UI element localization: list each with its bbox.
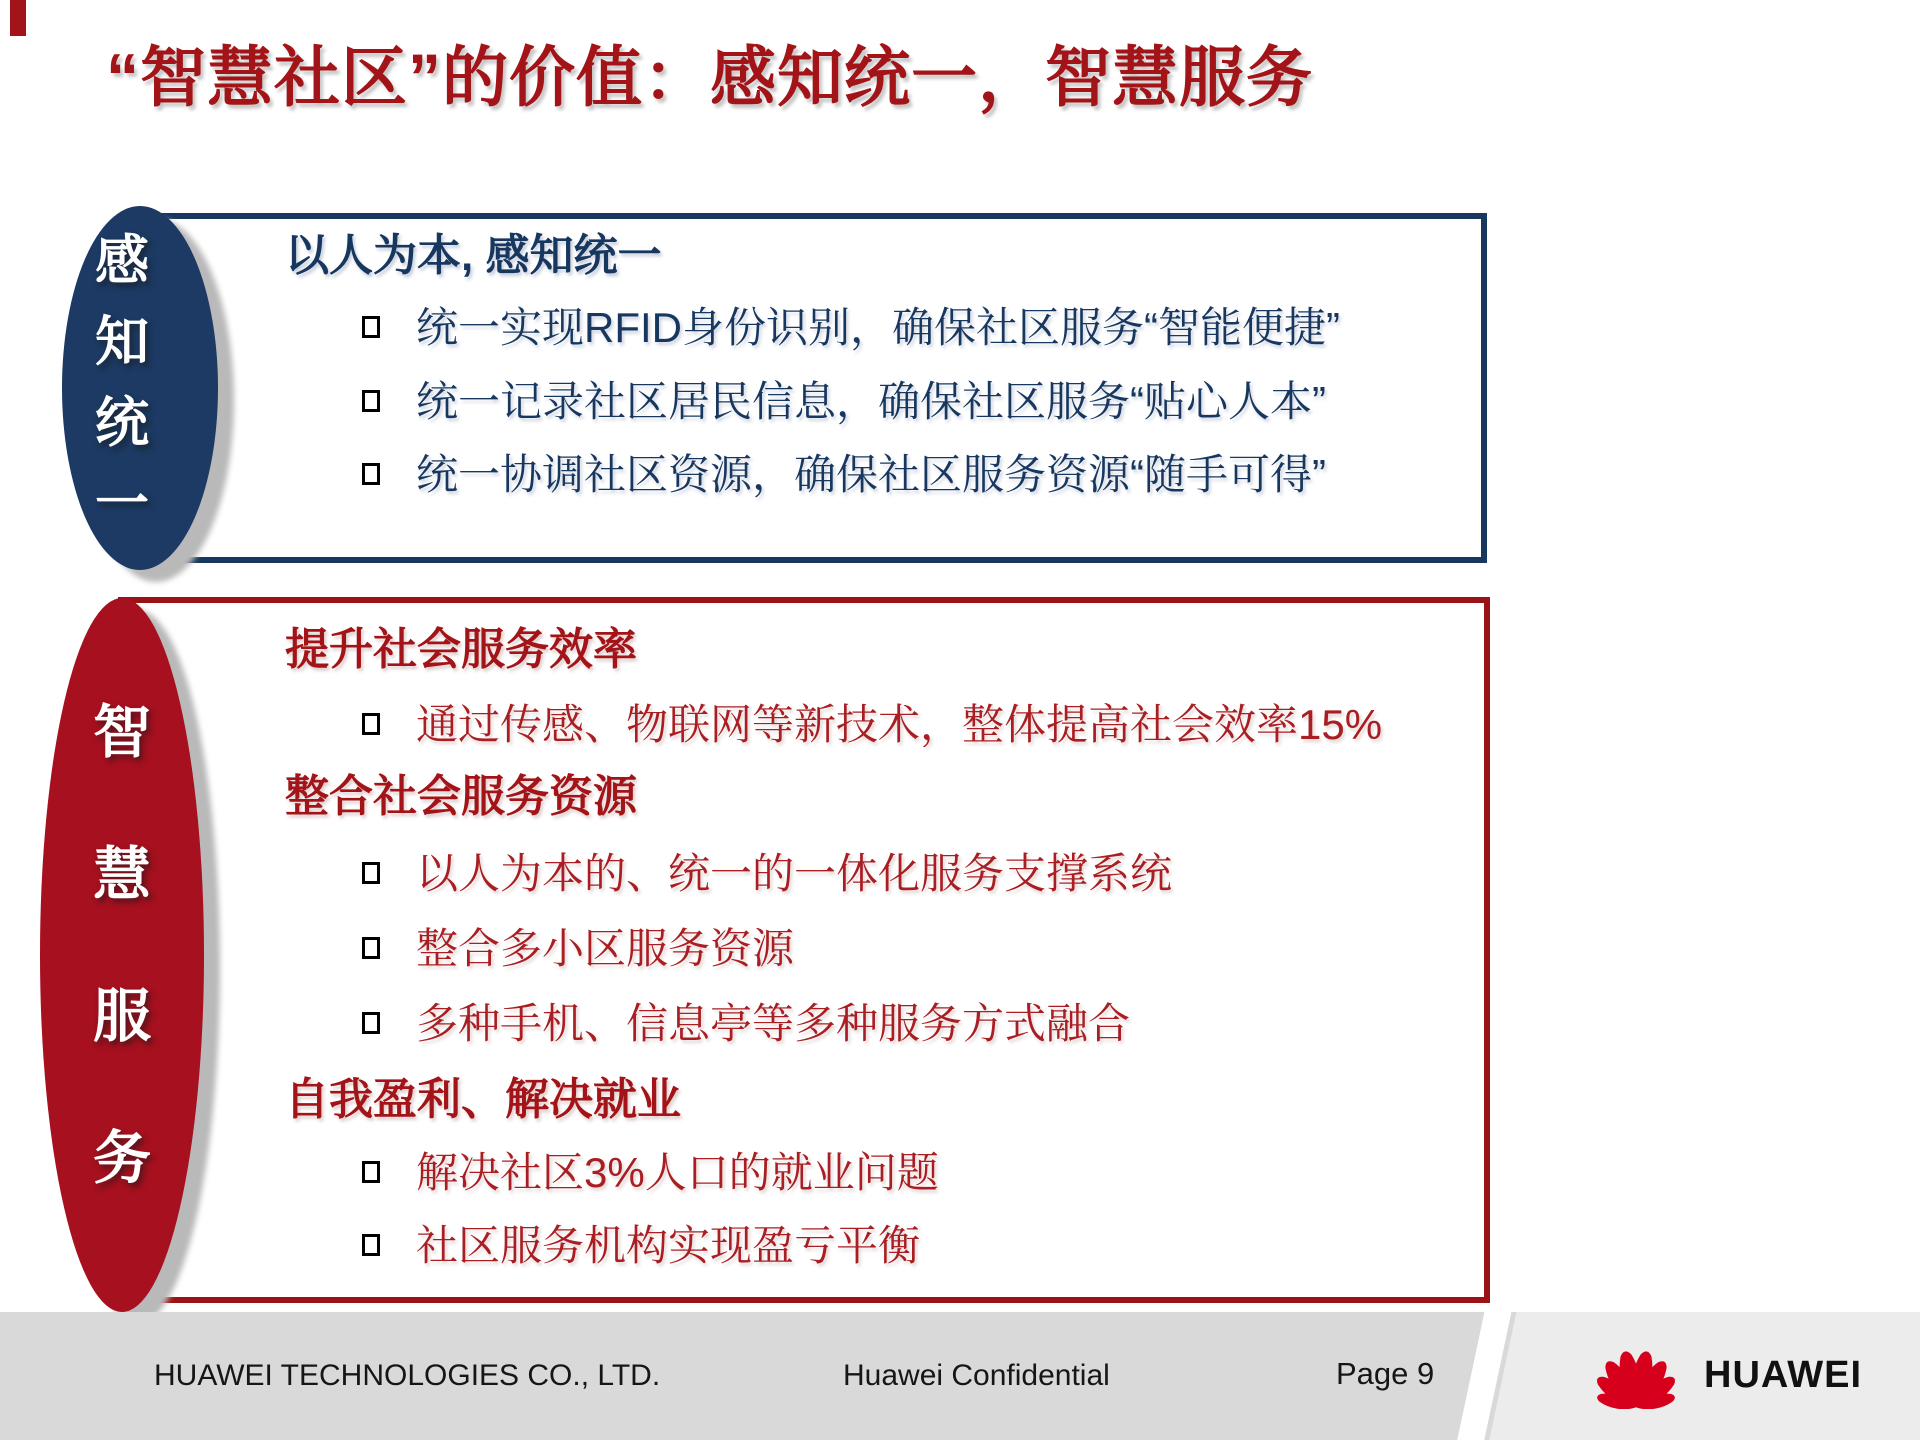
badge-char: 感 [95,231,149,291]
square-bullet-icon [362,390,380,412]
square-bullet-icon [362,862,380,884]
list-item [362,303,1340,353]
list-item [362,700,1382,750]
list-item [362,999,1130,1049]
bullet-text: 通过传感、物联网等新技术，整体提高社会效率15% [416,701,1383,748]
footer-company: HUAWEI TECHNOLOGIES CO., LTD. [154,1359,661,1392]
square-bullet-icon [362,1234,380,1256]
perception-heading: 以人为本, 感知统一 [285,231,662,280]
list-item [362,377,1326,427]
bullet-text: 以人为本的、统一的一体化服务支撑系统 [416,850,1173,897]
square-bullet-icon [362,463,380,485]
badge-char: 统 [95,393,149,453]
badge-char: 服 [92,984,151,1049]
bullet-text: 多种手机、信息亭等多种服务方式融合 [416,1000,1131,1047]
badge-char: 智 [92,700,151,765]
bullet-text: 社区服务机构实现盈亏平衡 [416,1222,921,1269]
perception-badge [62,206,218,570]
square-bullet-icon [362,713,380,735]
list-item [362,849,1172,899]
bullet-text: 整合多小区服务资源 [416,925,795,972]
badge-char: 一 [95,474,149,534]
smart-service-badge [40,598,204,1312]
footer [0,1312,1920,1440]
list-item [362,1221,920,1271]
list-item [362,450,1326,500]
square-bullet-icon [362,316,380,338]
square-bullet-icon [362,937,380,959]
badge-char: 务 [92,1126,151,1191]
badge-char: 知 [95,312,149,372]
corner-tab [10,0,26,36]
bullet-text: 统一实现RFID身份识别，确保社区服务“智能便捷” [416,304,1340,351]
list-item [362,1148,939,1198]
huawei-logo-text: HUAWEI [1704,1353,1862,1396]
page-title: “智慧社区”的价值：感知统一，智慧服务 [106,40,1313,114]
badge-char: 慧 [92,842,151,907]
smart-heading-efficiency: 提升社会服务效率 [285,625,637,674]
smart-heading-resources: 整合社会服务资源 [285,772,637,821]
footer-confidential: Huawei Confidential [843,1359,1110,1392]
smart-heading-profit: 自我盈利、解决就业 [285,1075,681,1124]
huawei-logo [1582,1327,1862,1409]
square-bullet-icon [362,1012,380,1034]
list-item [362,924,794,974]
bullet-text: 解决社区3%人口的就业问题 [416,1149,939,1196]
footer-page-number: Page 9 [1336,1356,1435,1391]
square-bullet-icon [362,1161,380,1183]
bullet-text: 统一记录社区居民信息，确保社区服务“贴心人本” [416,378,1326,425]
huawei-flower-icon [1582,1327,1690,1409]
bullet-text: 统一协调社区资源，确保社区服务资源“随手可得” [416,451,1326,498]
